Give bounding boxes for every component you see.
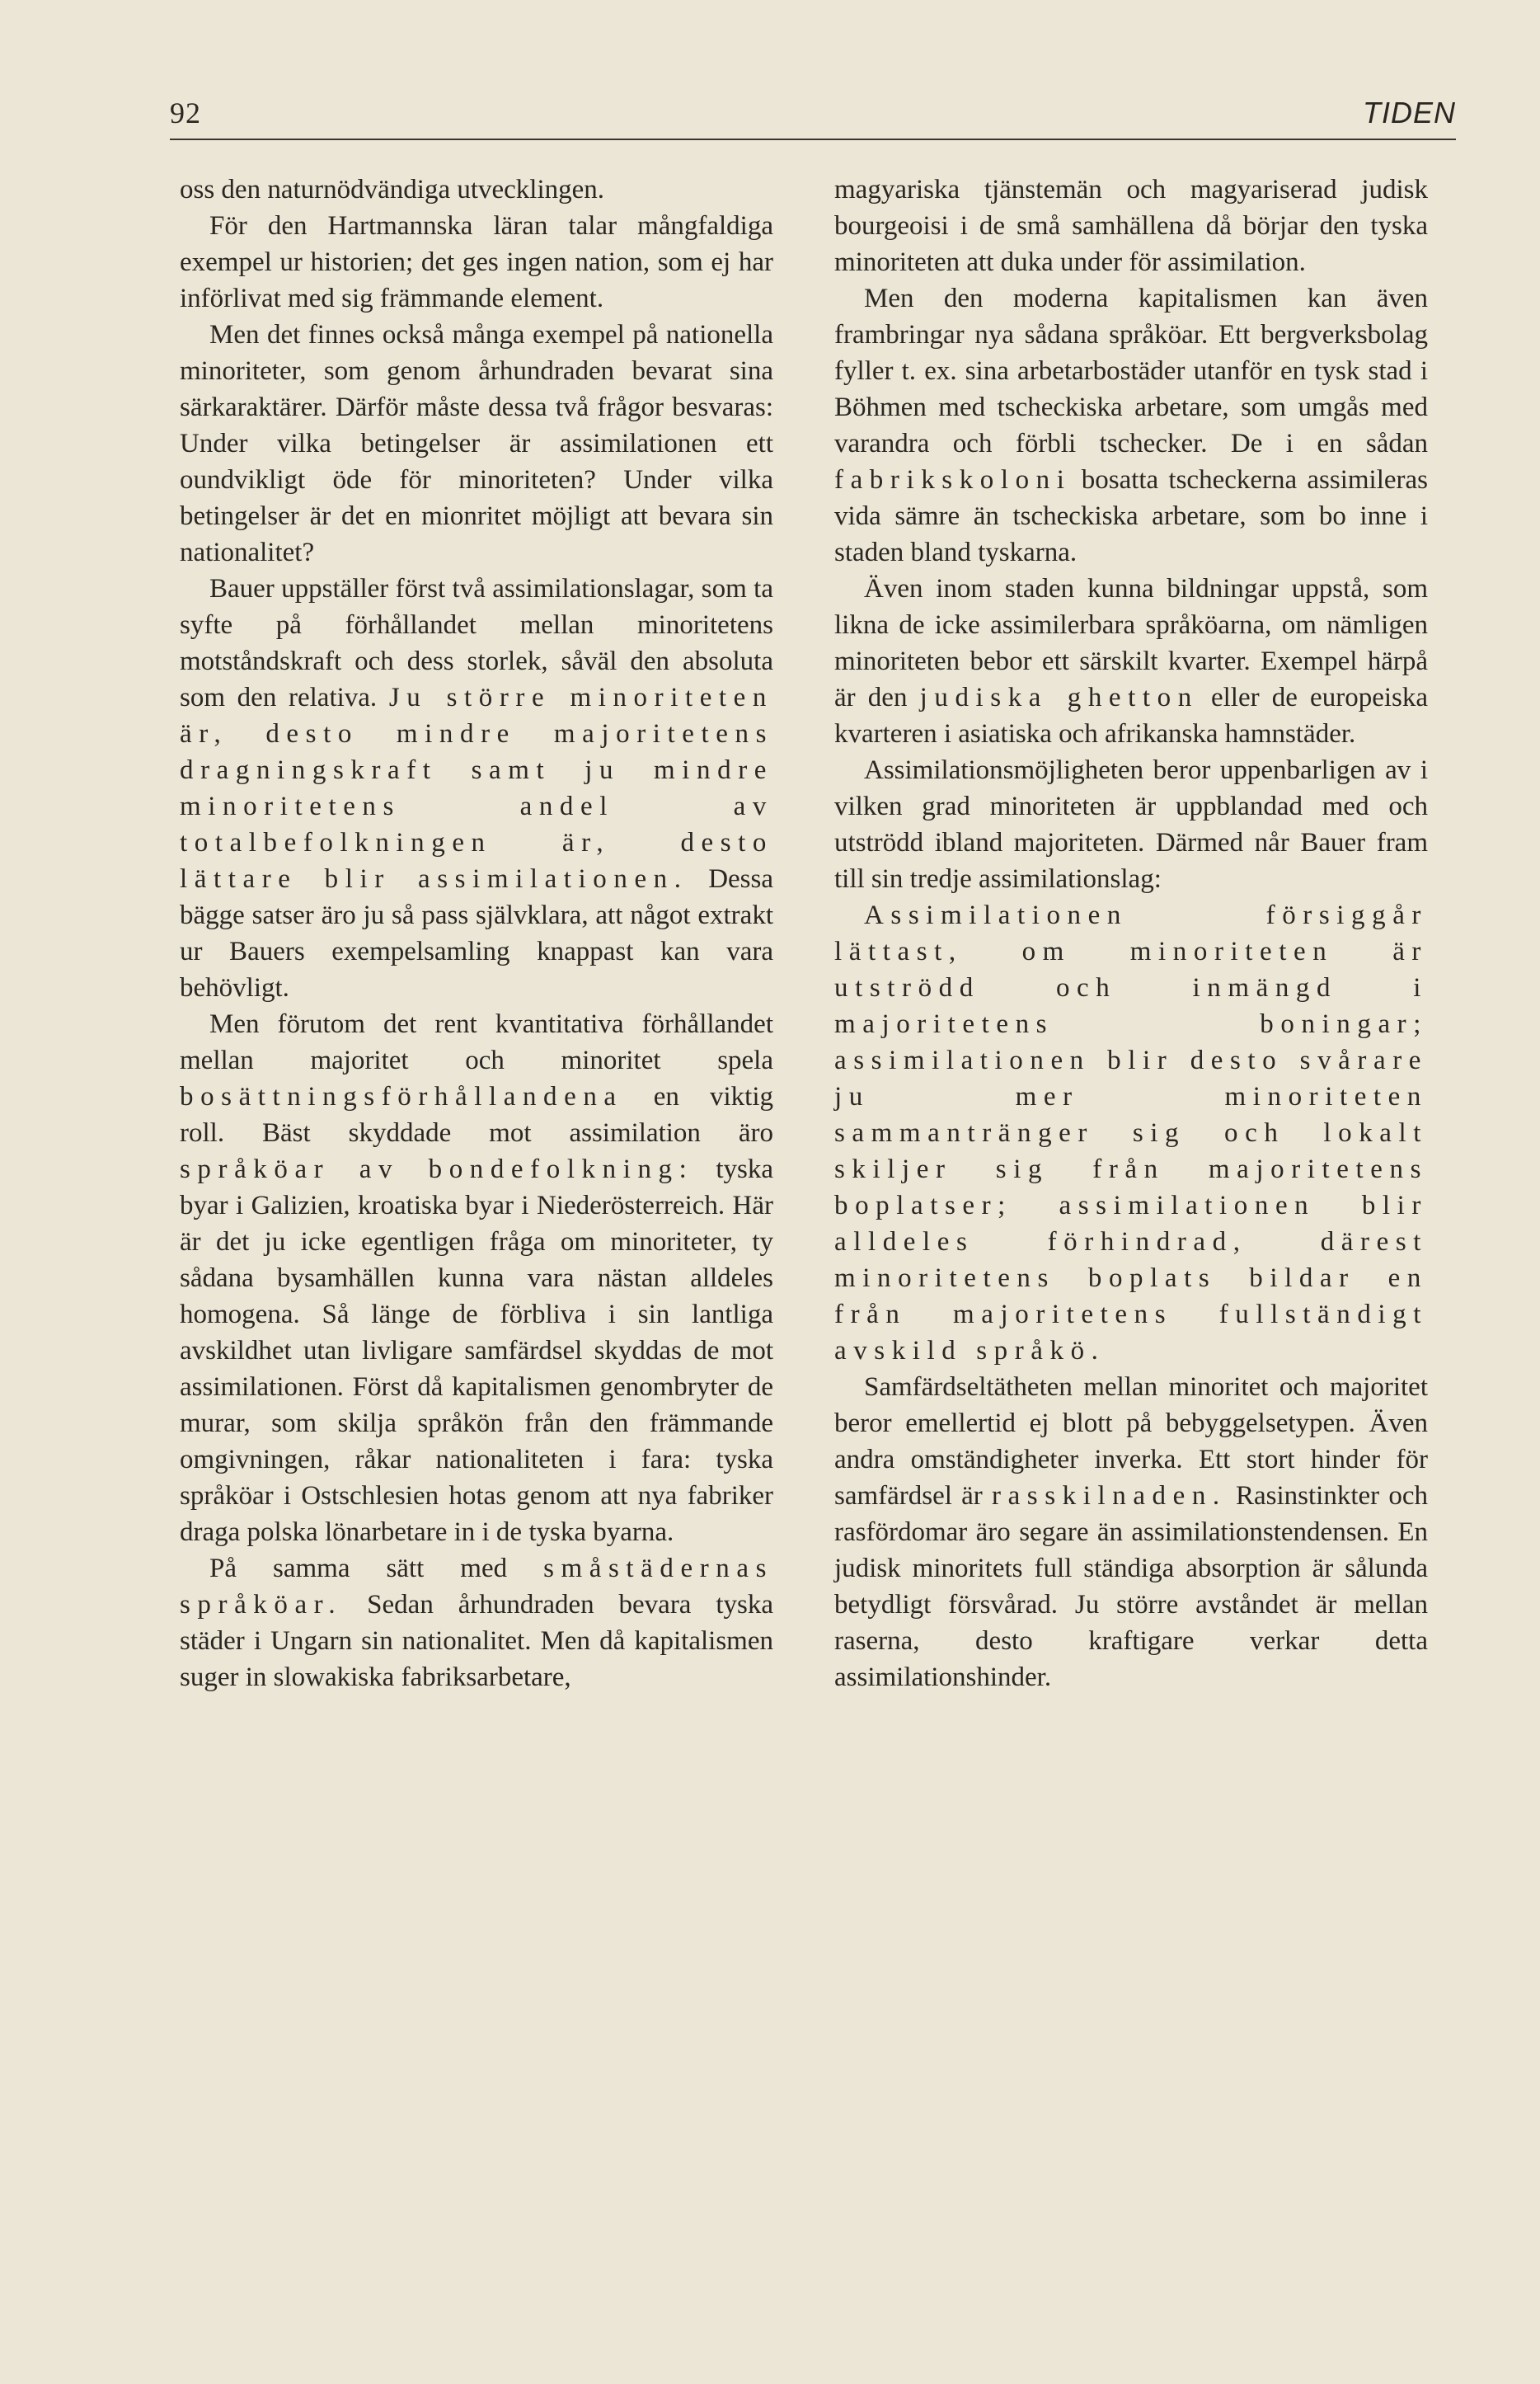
text-run: På samma sätt med bbox=[209, 1554, 508, 1583]
page-header bbox=[170, 89, 1456, 139]
text-run: Samfärdseltätheten mellan minoritet och majoritet beror emellertid ej blott på bebyggelsetypen. Även andra omständigheter inverka. Ett stort hinder för samfärdsel är bbox=[834, 1372, 1428, 1511]
text-run: Bauer uppställer först två assimilationslagar, som ta syfte på förhållandet mellan minoritetens motståndskraft och dess storlek, såväl den absoluta som den relativa. bbox=[180, 574, 773, 712]
paragraph bbox=[834, 897, 1428, 1369]
text-run: Assimilationsmöjligheten beror uppenbarligen av i vilken grad minoriteten är uppblandad med och utströdd ibland majoriteten. Därmed når Bauer fram till sin tredje assimilationslag: bbox=[834, 755, 1428, 894]
spaced-emphasis: fabrikskoloni bbox=[834, 465, 1072, 495]
paragraph bbox=[180, 317, 773, 571]
header-rule bbox=[170, 139, 1456, 140]
spaced-emphasis: småstädernas språköar. bbox=[180, 1554, 773, 1620]
text-run: För den Hartmannska läran talar mångfaldiga exempel ur historien; det ges ingen nation, som ej har införlivat med sig främmande element. bbox=[180, 211, 773, 313]
spaced-emphasis: Assimilationen försiggår lättast, om minoriteten är utströdd och inmängd i majoritetens boningar; assimilationen blir desto svårare ju mer minoriteten sammantränger sig och lokalt skiljer sig från majoritetens boplatser; assimilationen blir alldeles förhindrad, därest minoritetens boplats bildar en från majoritetens fullständigt avskild språkö. bbox=[834, 900, 1428, 1366]
paragraph bbox=[180, 1550, 773, 1695]
paragraph: oss den naturnödvändiga utvecklingen. bbox=[180, 175, 605, 205]
spaced-emphasis: rasskilnaden. bbox=[992, 1481, 1227, 1511]
spaced-emphasis: judiska ghetton bbox=[919, 683, 1199, 712]
left-column bbox=[180, 172, 773, 1695]
text-run: Även inom staden kunna bildningar uppstå, som likna de icke assimilerbara språköarna, om nämligen minoriteten bebor ett särskilt kvarter. Exempel härpå är den bbox=[834, 574, 1428, 712]
spaced-emphasis: bosättningsförhållandena bbox=[180, 1082, 623, 1112]
text-run: Dessa bägge satser äro ju så pass självklara, att något extrakt ur Bauers exempelsamling knappast kan vara behövligt. bbox=[180, 864, 774, 1003]
running-head: TIDEN bbox=[1363, 96, 1456, 129]
text-run: Men den moderna kapitalismen kan även frambringar nya sådana språköar. Ett bergverksbolag fyller t. ex. sina arbetarbostäder utanför en tysk stad i Böhmen med tscheckiska arbetare, som umgås med varandra och förbli tschecker. De i en sådan bbox=[834, 284, 1428, 458]
paragraph bbox=[834, 1369, 1428, 1695]
paragraph bbox=[180, 571, 773, 1006]
spaced-emphasis: språköar av bondefolkning: bbox=[180, 1154, 694, 1184]
text-run: en viktig roll. Bäst skyddade mot assimilation äro bbox=[180, 1082, 774, 1148]
text-run: eller de europeiska kvarteren i asiatiska och afrikanska hamnstäder. bbox=[834, 683, 1428, 749]
text-run: Men förutom det rent kvantitativa förhållandet mellan majoritet och minoritet spela bbox=[180, 1009, 773, 1075]
paragraph: magyariska tjänstemän och magyariserad judisk bourgeoisi i de små samhällena då börjar den tyska minoriteten att duka under för assimilation. bbox=[834, 175, 1428, 277]
right-column bbox=[834, 172, 1428, 1695]
paragraph bbox=[834, 571, 1428, 752]
text-run: Men det finnes också många exempel på nationella minoriteter, som genom århundraden bevarat sina särkaraktärer. Därför måste dessa två frågor besvaras: Under vilka betingelser är assimilationen ett oundvikligt öde för minoriteten? Under vilka betingelser är det en mionritet möjligt att bevara sin nationalitet? bbox=[180, 320, 773, 567]
paragraph bbox=[180, 208, 773, 317]
paragraph bbox=[834, 752, 1428, 897]
spaced-emphasis: Ju större minoriteten är, desto mindre majoritetens dragningskraft samt ju mindre minoritetens andel av totalbefolkningen är, desto lättare blir assimilationen. bbox=[180, 683, 773, 894]
paragraph bbox=[834, 280, 1428, 571]
paragraph bbox=[180, 1006, 773, 1550]
text-run: Sedan århundraden bevara tyska städer i Ungarn sin nationalitet. Men då kapitalismen suger in slowakiska fabriksarbetare, bbox=[180, 1590, 774, 1692]
text-run: Rasinstinkter och rasfördomar äro segare än assimilationstendensen. En judisk minoritets full ständiga absorption är sålunda betydligt försvårad. Ju större avståndet är mellan raserna, desto kraftigare verkar detta assimilationshinder. bbox=[834, 1481, 1428, 1692]
text-run: bosatta tscheckerna assimileras vida sämre än tscheckiska arbetare, som bo inne i staden bland tyskarna. bbox=[834, 465, 1429, 567]
text-run: tyska byar i Galizien, kroatiska byar i Niederösterreich. Här är det ju icke egentligen fråga om minoriteter, ty sådana bysamhällen kunna vara nästan alldeles homogena. Så länge de förbliva i sin lantliga avskildhet utan livligare samfärdsel skyddas de mot assimilationen. Först då kapitalismen genombryter de murar, som skilja språkön från den främmande omgivningen, råkar nationaliteten i fara: tyska språköar i Ostschlesien hotas genom att nya fabriker draga polska lönarbetare in i de tyska byarna. bbox=[180, 1154, 774, 1547]
page-number: 92 bbox=[170, 96, 201, 129]
